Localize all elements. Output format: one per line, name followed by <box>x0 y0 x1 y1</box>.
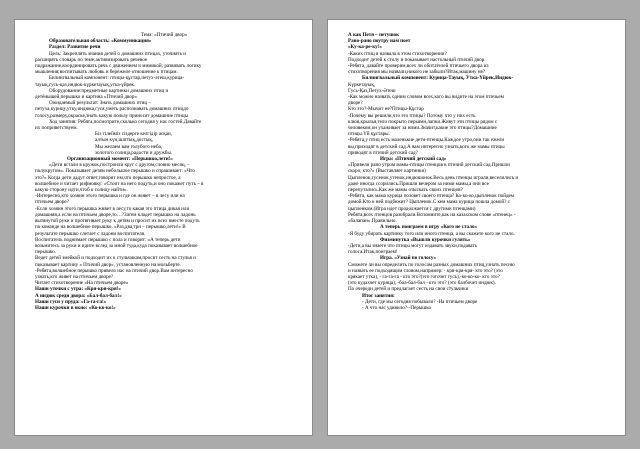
text-line: мышления;воспитывать любовь и бережное отношение к птицам. <box>35 69 178 76</box>
text-line: какую сторону идти,чтоб к солнцу найти». <box>35 187 128 194</box>
text-line: -Ребята, как мама курица позовет своего птенца? Ко-ко-ко,цыпленок пойдем <box>348 193 515 200</box>
text-line: «Ку-ка-ре-ку!» <box>348 44 382 51</box>
text-line: человеком,он ухаживает за ними.Значит,какие это птицы?Домашние <box>348 125 497 132</box>
text-line: перепутались.Как же мамы отыскать своих птенцов? <box>348 187 463 194</box>
text-line: Ребята,всех птенцов разобрали.Вспомните,как на казахском слове «птенец» - <box>348 211 516 218</box>
text-line: -Ребята,у птиц есть маленькие дети-птенцы.Каждое утро,они так ежели <box>348 137 505 144</box>
text-line: Кто это?-Мычит не?Птицы-Құстар <box>348 106 424 113</box>
text-line: Ожидаемый результат: Знать домашних птиц – <box>49 100 151 107</box>
text-line: (это кудахчет курица), -бал-бал-бал - кто это? (это балбочет индюк). <box>348 280 496 287</box>
text-line: Образовательная область: «Коммуникация» <box>49 38 152 45</box>
text-line: детёнышей,перышко и картина «Птичий двор» <box>35 94 138 101</box>
text-line: Наши курочки в окно: «Ко-ко-ко!» <box>35 304 116 311</box>
text-line: Оборудование:предметные картинки домашних птиц и <box>49 87 169 94</box>
text-line: даже иногда ссорились.Пришли вечером за ними мамы,а они все <box>348 180 489 187</box>
document-page-right <box>327 19 626 436</box>
text-line: «Дети встали в кружок,построили круг с другом,словно месяц, – <box>49 162 190 169</box>
text-line: вытянутой руки и протягивает руку к детям и просит их всех вместе подуть <box>35 218 200 225</box>
text-line: -Ребята,волшебное перышко привело нас на птичий двор.Вам интересно <box>35 267 193 274</box>
text-line: -Интересно,кто хозяин этого перышка и где он живет – в лесу или на <box>35 193 185 200</box>
text-line: Билингвальный компонент: Курица-Тауық, Утка-Үйрек,Индюк- <box>362 75 514 82</box>
text-line: домой.Кто к ней подбежит? Цыпленок.С кем мама курица пошла домой? с <box>348 199 510 206</box>
text-line: показывает картину « Птичий двор», установленную на мольберте. <box>35 261 181 268</box>
text-line: приводят в птичий детский сад? <box>348 149 418 156</box>
text-line: Читает стихотворение «На птичьем дворе» <box>35 280 129 287</box>
text-line: Игра: «Птичий детский сад» <box>380 156 447 163</box>
text-line: -Как можно назвать одним словом всех,кого вы видите на этом птичьем <box>348 94 504 101</box>
text-line: расширять словарь по теме;активизировать речевое <box>35 56 148 63</box>
text-line: Гусь-Қаз,Петух-Әтеш <box>348 87 396 94</box>
text-line: Цыпленок,гусенок,утенок,индюшонок.Весь день птенцы играли,веселились и <box>348 174 519 181</box>
text-line: дворе? <box>348 100 363 107</box>
text-line: Билингвальный компонент: птицы-құстар,петух-әтеш,курица- <box>49 75 185 82</box>
text-line: узнать,кто живет на птичьем дворе? <box>35 273 114 280</box>
text-line: голосу,размеру,окраске,знать какую пользу приносят домашние птицы <box>35 112 189 119</box>
text-line: птицы.Үй құстары. <box>348 131 390 138</box>
text-line: -Дети,а вы знаете что птицы могут издавать звуки,подавать <box>348 242 477 249</box>
text-line: «балапан».Правильно. <box>348 218 397 225</box>
text-line: вы,приходят в детский сад.А вам интересно узнать,кого же мамы птицы <box>348 143 505 150</box>
text-line: А как Петя – петушок <box>348 32 400 38</box>
text-line: скоро, кто?» (Выставляет картинки) <box>348 168 426 175</box>
text-line: цыпленком.(Игра идет продолжается с другими птенцами) <box>348 205 476 212</box>
text-line: Ведет детей змейкой и подходит их к стульчикам,просит сесть на стулья и <box>35 255 196 262</box>
text-line: Воспитатель поднимает перышко с пола и говорит: «А теперь дети <box>35 236 181 243</box>
text-line: Күркетауық, <box>348 81 376 88</box>
left-page-text <box>35 32 293 311</box>
text-line: перышко. <box>35 249 56 256</box>
text-line: -Ребята, давайте проверим,всех ли обитателей птичьего двора из <box>348 63 489 70</box>
text-line: птичьем дворе? <box>35 199 69 206</box>
text-line: - А что нас удивило?--Перышко <box>362 304 431 311</box>
text-line: Сможете ли вы определить по голосам разных домашних птиц,узнать песню <box>348 261 515 268</box>
text-line: - Дети, где мы сегодня побывали? -На птичьем дворе <box>362 298 478 305</box>
text-line: Подходит детей к столу и показывает настольный птичий двор. <box>348 56 486 63</box>
text-line: Итог занятия: <box>362 292 395 299</box>
text-line: Цель: Закреплять знания детей о домашних птицах, уточнять и <box>49 50 186 57</box>
text-line: Организационный момент: «Перышко,лети!» <box>67 156 173 163</box>
text-line: стихотворения мы назвали,никого не забыли?Итак,машину не? <box>348 69 486 76</box>
document-page-left <box>14 19 313 436</box>
text-line: -Если хозяин этого перышка живет в лесу,то какая это птица дикая или <box>35 205 190 212</box>
right-page-text <box>348 32 606 311</box>
text-line: Игра. «Узнай по голосу» <box>380 255 437 262</box>
text-line: тауық,гусь-қаз,индюк-күркетауық,утка-үйрек. <box>35 81 136 88</box>
text-line: Мы желаем вам голубого неба, <box>95 143 163 150</box>
text-line: А индюк среди двора: «Бал-бал-бал!» <box>35 292 122 299</box>
text-line: клюв,крылья,тело покрыто перьями,лапки.Живут эти птицы рядом с <box>348 118 498 125</box>
text-line: Физминутка «Вышли курочки гулять» <box>380 236 471 243</box>
text-line: Наши уточки с утра: «Кря-кря-кря!» <box>35 286 121 293</box>
text-line: По очереди детей и предлагает сесть на свои стульчики <box>348 286 469 293</box>
text-line: домашняя,а если на птичьем дворе,то…?Затем кладет перышко на ладонь <box>35 211 196 218</box>
text-line: по команде на волшебное перышко. «Раз,два,три – перышко,лети!» В <box>35 224 186 231</box>
text-line: петуха,курицу,утку,индюка,гуся,уметь распознавать домашних птицдо <box>35 106 189 113</box>
text-line: крякает утка), - га-га-га - кто это?(это гогочет гусь),-ко-ко-ко- кто это? <box>348 273 500 280</box>
text-line: Тема: «Птичий двор» <box>140 32 188 38</box>
text-line: полукругом». Показывает детям небольшое перышко и спрашивает: «Что <box>35 168 195 175</box>
text-line: голоса.Итак,поиграем! <box>348 249 398 256</box>
text-line: -Каких птиц я назвала в этом стихотворении? <box>348 50 447 57</box>
text-line: алтын күн,шаттық,достық, <box>95 137 154 144</box>
text-line: Наши гуси у пруда: «Га-га-га!» <box>35 298 107 305</box>
text-line: возьмитесь за руки и идите вслед за мной туда,куда показывает волшебное <box>35 242 198 249</box>
text-line: и назвать ее подходящим словом,например: - кря-кря-кря- кто это? (это <box>348 267 503 274</box>
text-line: Рано-рано поутру нам поет <box>348 38 411 45</box>
text-line: Біз тілейміз сіздерге келгідір асқан, <box>95 131 173 138</box>
text-line: результате перышко слетает с ладони воспитателя. <box>35 230 146 237</box>
text-line: «Привели рано утром мамы-птицы птенцов в птичий детский сад.Пришли <box>348 162 510 169</box>
text-line: золотого солнца,радости и дружбы. <box>95 149 173 156</box>
text-line: -Я буду убирать картинку того или иного птенца, а вы скажете кого не стало. <box>348 230 515 237</box>
text-line: подражание,координировать речь с движением и мимикой; развивать логику <box>35 63 202 70</box>
text-line: Ход занятия: Ребята,посмотрите,сколько сегодня у нас гостей.Давайте <box>49 118 202 125</box>
text-line: это?» Когда дети дадут ответ,говорит им,что перышко непростое, а <box>35 174 181 181</box>
text-line: Раздел: Развитие речи <box>49 44 101 51</box>
text-line: волшебное и читает рифмовку: «Стоит на него подуть,и оно покажет путь – в <box>35 180 204 187</box>
text-line: А теперь поиграем в игру «Кого не стало» <box>380 224 478 231</box>
text-line: их поприветствуем. <box>35 125 78 132</box>
text-line: -Почему вы решили,что это птицы? Потому что у них есть <box>348 112 476 119</box>
